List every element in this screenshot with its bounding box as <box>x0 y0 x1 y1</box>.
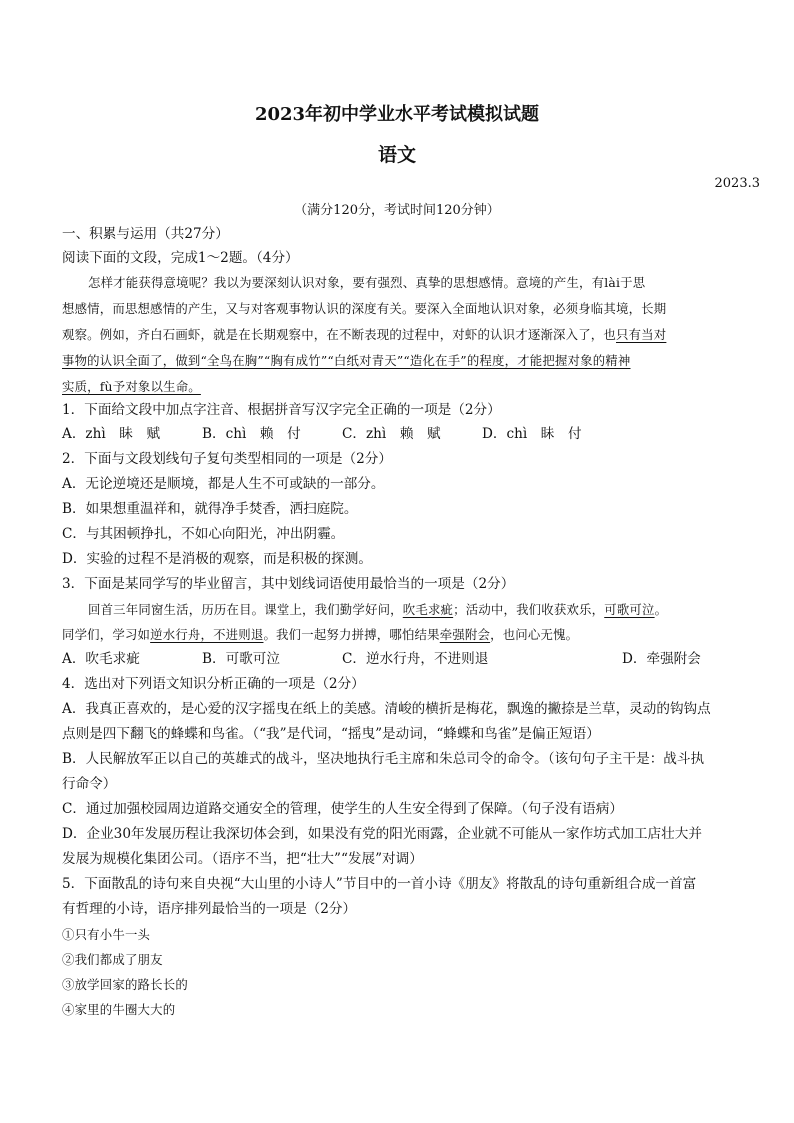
q3-msg-underline-3: 逆水行舟，不进则退 <box>150 627 264 642</box>
subject-title: 语文 <box>377 144 416 166</box>
q3-options <box>62 647 734 672</box>
q4-option-b-line-2: 行命令） <box>62 776 117 792</box>
underlined-sentence-start: 只有当对 <box>616 327 667 342</box>
q3-msg-text: 同学们，学习如 <box>62 627 151 642</box>
q3-message-line-2 <box>62 622 734 647</box>
q1-option-c: C．zhì 赖 赋 <box>342 426 441 442</box>
q3-msg-text: 。我们一起努力拼搏，哪怕结果 <box>263 627 440 642</box>
q5-stem-line-1: 5．下面散乱的诗句来自央视“大山里的小诗人”节目中的一首小诗《朋友》将散乱的诗句重新组合成一首富 <box>62 876 697 892</box>
q3-msg-underline-1: 吹毛求疵 <box>402 602 454 617</box>
score-time-note: （满分120分，考试时间120分钟） <box>294 203 500 218</box>
passage-line-4-underlined: 事物的认识全面了，做到“全鸟在胸”“胸有成竹”“白纸对青天”“造化在手”的程度，才能把握对象的精神 <box>62 353 631 368</box>
section-heading: 一、积累与运用（共27分） <box>62 226 229 242</box>
q3-msg-underline-4: 牵强附会 <box>439 627 491 642</box>
q3-msg-text: 。 <box>654 602 668 617</box>
passage-line-5-underlined: 实质，fù予对象以生命。 <box>62 379 201 394</box>
q1-options <box>62 422 734 447</box>
q2-option-d: D．实验的过程不是消极的观察，而是积极的探测。 <box>62 551 372 567</box>
section-intro: 阅读下面的文段，完成1～2题。（4分） <box>62 250 299 266</box>
q1-option-b: B．chì 赖 付 <box>202 426 301 442</box>
q3-message-line-1 <box>62 597 734 622</box>
q3-msg-underline-2: 可歌可泣 <box>604 602 655 617</box>
passage-line-1: 怎样才能获得意境呢？我以为要深刻认识对象，要有强烈、真挚的思想感情。意境的产生，有lài于思 <box>88 275 646 290</box>
q4-option-a-line-2: 点则是四下翻飞的蜂蝶和鸟雀。（“我”是代词，“摇曳”是动词，“蜂蝶和鸟雀”是偏正短语） <box>62 726 600 742</box>
q5-poem-line-1: ①只有小牛一头 <box>62 927 151 942</box>
passage-line-3 <box>62 322 734 347</box>
passage-line-2: 想感情，而思想感情的产生，又与对客观事物认识的深度有关。要深入全面地认识对象，必须身临其境，长期 <box>62 301 667 316</box>
q3-option-c: C．逆水行舟，不进则退 <box>342 651 489 667</box>
q3-option-b: B．可歌可泣 <box>202 651 280 667</box>
exam-title: 2023年初中学业水平考试模拟试题 <box>254 104 540 125</box>
q5-poem-line-3: ③放学回家的路长长的 <box>62 977 188 992</box>
q5-poem-line-4: ④家里的牛圈大大的 <box>62 1002 176 1017</box>
q3-option-a: A．吹毛求疵 <box>62 651 140 667</box>
q2-stem: 2．下面与文段划线句子复句类型相同的一项是（2分） <box>62 451 392 467</box>
q5-poem-line-2: ②我们都成了朋友 <box>62 952 163 967</box>
q3-msg-text: 回首三年同窗生活，历历在目。课堂上，我们勤学好问， <box>88 602 403 617</box>
q2-option-c: C．与其困顿挣扎，不如心向阳光，冲出阴霾。 <box>62 526 345 542</box>
passage-line-3-text: 观察。例如，齐白石画虾，就是在长期观察中，在不断表现的过程中，对虾的认识才逐渐深入了，也 <box>62 327 616 342</box>
q1-option-d: D．chì 眛 付 <box>482 426 582 442</box>
q1-stem: 1．下面给文段中加点字注音、根据拼音写汉字完全正确的一项是（2分） <box>62 402 501 418</box>
exam-date: 2023.3 <box>714 176 760 191</box>
q4-option-d-line-1: D．企业30年发展历程让我深切体会到，如果没有党的阳光雨露，企业就不可能从一家作坊式加工店壮大并 <box>62 826 702 842</box>
q4-option-a-line-1: A．我真正喜欢的，是心爱的汉字摇曳在纸上的美感。清峻的横折是梅花，飘逸的撇捺是兰草，灵动的钩钩点 <box>62 701 711 717</box>
q3-option-d: D．牵强附会 <box>622 651 701 667</box>
q5-stem-line-2: 有哲理的小诗，语序排列最恰当的一项是（2分） <box>62 901 357 917</box>
q1-option-a: A．zhì 眛 赋 <box>62 426 161 442</box>
q4-option-b-line-1: B．人民解放军正以自己的英雄式的战斗，坚决地执行毛主席和朱总司令的命令。（该句句子主干是：战斗执 <box>62 751 705 767</box>
q3-msg-text: ，也问心无愧。 <box>490 627 579 642</box>
q4-option-c: C．通过加强校园周边道路交通安全的管理，使学生的人生安全得到了保障。（句子没有语病） <box>62 801 623 817</box>
q3-msg-text: ；活动中，我们收获欢乐， <box>453 602 605 617</box>
q4-stem: 4．选出对下列语文知识分析正确的一项是（2分） <box>62 676 365 692</box>
q2-option-b: B．如果想重温祥和，就得净手焚香，洒扫庭院。 <box>62 501 358 517</box>
q3-stem: 3．下面是某同学写的毕业留言，其中划线词语使用最恰当的一项是（2分） <box>62 576 515 592</box>
q2-option-a: A．无论逆境还是顺境，都是人生不可或缺的一部分。 <box>62 476 385 492</box>
q4-option-d-line-2: 发展为规模化集团公司。（语序不当，把“壮大”“发展”对调） <box>62 851 423 867</box>
